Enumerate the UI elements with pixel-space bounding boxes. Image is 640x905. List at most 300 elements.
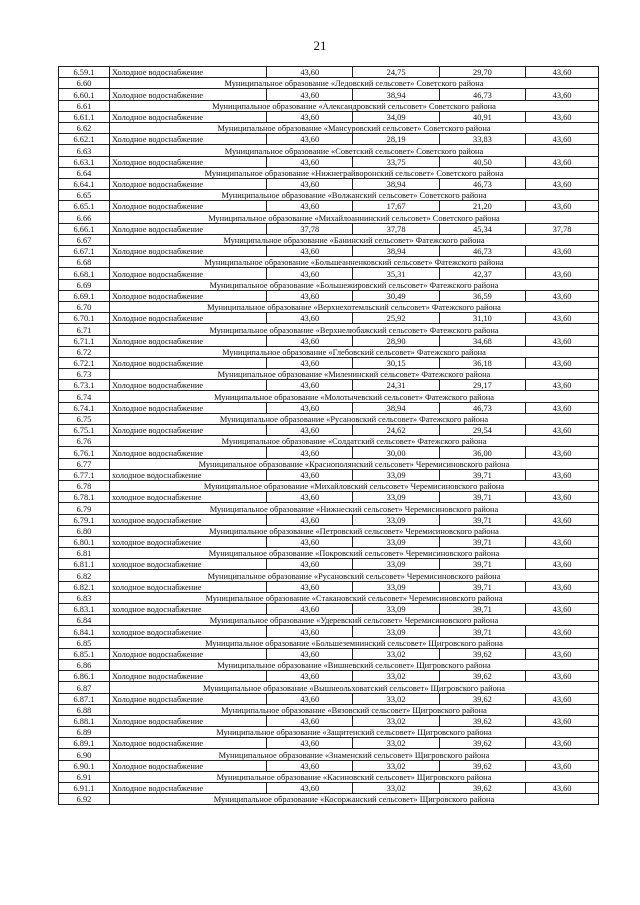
municipality-row (59, 257, 599, 268)
value-cell-3: 46,73 (439, 89, 525, 100)
value-cell-1: 43,60 (267, 447, 353, 458)
service-name: Холодное водоснабжение (109, 760, 266, 771)
municipality-name: Муниципальное образование «Банинский сельсовет» Фатежского района (109, 234, 598, 245)
table-row (59, 559, 599, 570)
value-cell-2: 33,02 (353, 783, 439, 794)
value-cell-3: 34,68 (439, 335, 525, 346)
row-code: 6.83.1 (59, 604, 110, 615)
row-code: 6.62.1 (59, 134, 110, 145)
value-cell-2: 30,49 (353, 290, 439, 301)
table-row (59, 201, 599, 212)
value-cell-2: 33,02 (353, 760, 439, 771)
row-code: 6.69 (59, 279, 110, 290)
value-cell-2: 28,90 (353, 335, 439, 346)
service-name: Холодное водоснабжение (109, 268, 266, 279)
row-code: 6.86.1 (59, 671, 110, 682)
value-cell-2: 38,94 (353, 89, 439, 100)
value-cell-2: 33,09 (353, 469, 439, 480)
service-name: холодное водоснабжение (109, 469, 266, 480)
table-row (59, 626, 599, 637)
municipality-name: Муниципальное образование «Вишневский сельсовет» Щигровского района (109, 659, 598, 670)
value-cell-3: 39,62 (439, 783, 525, 794)
value-cell-1: 43,60 (267, 604, 353, 615)
value-cell-1: 43,60 (267, 536, 353, 547)
row-code: 6.83 (59, 592, 110, 603)
service-name: Холодное водоснабжение (109, 156, 266, 167)
value-cell-4: 43,60 (526, 581, 599, 592)
row-code: 6.64.1 (59, 178, 110, 189)
row-code: 6.68.1 (59, 268, 110, 279)
row-code: 6.60 (59, 78, 110, 89)
municipality-name: Муниципальное образование «Косоржанский сельсовет» Щигровского района (109, 794, 598, 805)
service-name: Холодное водоснабжение (109, 380, 266, 391)
service-name: Холодное водоснабжение (109, 402, 266, 413)
service-name: холодное водоснабжение (109, 581, 266, 592)
service-name: Холодное водоснабжение (109, 89, 266, 100)
value-cell-2: 24,62 (353, 425, 439, 436)
row-code: 6.73 (59, 369, 110, 380)
value-cell-1: 43,60 (267, 402, 353, 413)
table-row (59, 134, 599, 145)
value-cell-1: 43,60 (267, 246, 353, 257)
value-cell-1: 43,60 (267, 715, 353, 726)
municipality-name: Муниципальное образование «Покровский сельсовет» Черемисиновского района (109, 548, 598, 559)
municipality-row (59, 615, 599, 626)
table-row (59, 693, 599, 704)
value-cell-1: 43,60 (267, 693, 353, 704)
service-name: Холодное водоснабжение (109, 111, 266, 122)
municipality-name: Муниципальное образование «Знаменский сельсовет» Щигровского района (109, 749, 598, 760)
value-cell-2: 33,09 (353, 604, 439, 615)
value-cell-4: 37,78 (526, 223, 599, 234)
table-row (59, 402, 599, 413)
municipality-name: Муниципальное образование «Вышнеольховатский сельсовет» Щигровского района (109, 682, 598, 693)
value-cell-1: 43,60 (267, 514, 353, 525)
value-cell-3: 29,17 (439, 380, 525, 391)
table-row (59, 67, 599, 78)
table-row (59, 111, 599, 122)
row-code: 6.91.1 (59, 783, 110, 794)
service-name: Холодное водоснабжение (109, 693, 266, 704)
municipality-name: Муниципальное образование «Мансуровский сельсовет» Советского района (109, 122, 598, 133)
value-cell-2: 33,09 (353, 536, 439, 547)
municipality-name: Муниципальное образование «Нижнеский сельсовет» Черемисиновского района (109, 503, 598, 514)
municipality-name: Муниципальное образование «Большежировский сельсовет» Фатежского района (109, 279, 598, 290)
row-code: 6.70 (59, 301, 110, 312)
value-cell-4: 43,60 (526, 760, 599, 771)
municipality-row (59, 480, 599, 491)
value-cell-2: 38,94 (353, 402, 439, 413)
row-code: 6.80.1 (59, 536, 110, 547)
table-row (59, 313, 599, 324)
service-name: Холодное водоснабжение (109, 134, 266, 145)
value-cell-3: 36,00 (439, 447, 525, 458)
value-cell-3: 39,71 (439, 492, 525, 503)
service-name: Холодное водоснабжение (109, 738, 266, 749)
row-code: 6.76 (59, 436, 110, 447)
table-row (59, 738, 599, 749)
value-cell-1: 43,60 (267, 559, 353, 570)
value-cell-1: 43,60 (267, 335, 353, 346)
municipality-row (59, 727, 599, 738)
municipality-name: Муниципальное образование «Нижнеграйворонский сельсовет» Советского района (109, 167, 598, 178)
municipality-name: Муниципальное образование «Молотычевский сельсовет» Фатежского района (109, 391, 598, 402)
service-name: холодное водоснабжение (109, 626, 266, 637)
table-row (59, 536, 599, 547)
value-cell-4: 43,60 (526, 357, 599, 368)
row-code: 6.76.1 (59, 447, 110, 458)
row-code: 6.63 (59, 145, 110, 156)
table-row (59, 223, 599, 234)
value-cell-4: 43,60 (526, 335, 599, 346)
row-code: 6.73.1 (59, 380, 110, 391)
value-cell-2: 33,09 (353, 492, 439, 503)
row-code: 6.80 (59, 525, 110, 536)
municipality-row (59, 234, 599, 245)
municipality-name: Муниципальное образование «Александровский сельсовет» Советского района (109, 100, 598, 111)
value-cell-3: 39,62 (439, 648, 525, 659)
municipality-row (59, 525, 599, 536)
service-name: Холодное водоснабжение (109, 335, 266, 346)
table-row (59, 604, 599, 615)
value-cell-3: 46,73 (439, 402, 525, 413)
value-cell-4: 43,60 (526, 134, 599, 145)
row-code: 6.78 (59, 480, 110, 491)
value-cell-4: 43,60 (526, 425, 599, 436)
municipality-name: Муниципальное образование «Ледовский сельсовет» Советского района (109, 78, 598, 89)
value-cell-3: 39,71 (439, 626, 525, 637)
value-cell-3: 46,73 (439, 178, 525, 189)
value-cell-1: 43,60 (267, 134, 353, 145)
table-row (59, 715, 599, 726)
value-cell-3: 39,71 (439, 469, 525, 480)
value-cell-4: 43,60 (526, 290, 599, 301)
value-cell-1: 43,60 (267, 201, 353, 212)
table-row (59, 246, 599, 257)
service-name: Холодное водоснабжение (109, 648, 266, 659)
service-name: холодное водоснабжение (109, 604, 266, 615)
row-code: 6.67.1 (59, 246, 110, 257)
value-cell-2: 33,02 (353, 671, 439, 682)
table-row (59, 380, 599, 391)
value-cell-2: 34,09 (353, 111, 439, 122)
value-cell-4: 43,60 (526, 402, 599, 413)
value-cell-4: 43,60 (526, 626, 599, 637)
value-cell-1: 43,60 (267, 357, 353, 368)
table-row (59, 357, 599, 368)
municipality-row (59, 637, 599, 648)
municipality-name: Муниципальное образование «Волжанский сельсовет» Советского района (109, 190, 598, 201)
value-cell-4: 43,60 (526, 447, 599, 458)
value-cell-3: 39,62 (439, 671, 525, 682)
value-cell-3: 29,70 (439, 67, 525, 78)
service-name: Холодное водоснабжение (109, 246, 266, 257)
municipality-row (59, 413, 599, 424)
row-code: 6.90.1 (59, 760, 110, 771)
row-code: 6.63.1 (59, 156, 110, 167)
value-cell-3: 40,50 (439, 156, 525, 167)
municipality-name: Муниципальное образование «Большеземнинский сельсовет» Щигровского района (109, 637, 598, 648)
value-cell-2: 30,15 (353, 357, 439, 368)
municipality-row (59, 682, 599, 693)
row-code: 6.85.1 (59, 648, 110, 659)
municipality-name: Муниципальное образование «Михайловский сельсовет» Черемисиновского района (109, 480, 598, 491)
municipality-name: Муниципальное образование «Касиновский сельсовет» Щигровского района (109, 771, 598, 782)
municipality-name: Муниципальное образование «Краснополянский сельсовет» Черемисиновского района (109, 458, 598, 469)
value-cell-2: 35,31 (353, 268, 439, 279)
table-row (59, 648, 599, 659)
municipality-row (59, 436, 599, 447)
value-cell-4: 43,60 (526, 693, 599, 704)
row-code: 6.89 (59, 727, 110, 738)
service-name: Холодное водоснабжение (109, 290, 266, 301)
value-cell-3: 33,83 (439, 134, 525, 145)
value-cell-1: 43,60 (267, 425, 353, 436)
row-code: 6.59.1 (59, 67, 110, 78)
value-cell-1: 43,60 (267, 738, 353, 749)
municipality-row (59, 78, 599, 89)
value-cell-2: 38,94 (353, 178, 439, 189)
value-cell-2: 30,00 (353, 447, 439, 458)
value-cell-2: 33,75 (353, 156, 439, 167)
row-code: 6.60.1 (59, 89, 110, 100)
service-name: холодное водоснабжение (109, 559, 266, 570)
row-code: 6.69.1 (59, 290, 110, 301)
table-row (59, 581, 599, 592)
tariff-table (58, 66, 599, 805)
value-cell-4: 43,60 (526, 492, 599, 503)
table-row (59, 89, 599, 100)
row-code: 6.78.1 (59, 492, 110, 503)
service-name: Холодное водоснабжение (109, 223, 266, 234)
service-name: Холодное водоснабжение (109, 783, 266, 794)
value-cell-4: 43,60 (526, 738, 599, 749)
service-name: холодное водоснабжение (109, 536, 266, 547)
value-cell-3: 40,91 (439, 111, 525, 122)
value-cell-4: 43,60 (526, 604, 599, 615)
row-code: 6.61.1 (59, 111, 110, 122)
value-cell-3: 39,71 (439, 559, 525, 570)
value-cell-1: 43,60 (267, 268, 353, 279)
table-row (59, 290, 599, 301)
value-cell-3: 39,71 (439, 581, 525, 592)
municipality-row (59, 369, 599, 380)
service-name: Холодное водоснабжение (109, 313, 266, 324)
value-cell-3: 39,71 (439, 514, 525, 525)
municipality-row (59, 167, 599, 178)
municipality-name: Муниципальное образование «Защитенский сельсовет» Щигровского района (109, 727, 598, 738)
value-cell-1: 43,60 (267, 290, 353, 301)
value-cell-4: 43,60 (526, 514, 599, 525)
service-name: Холодное водоснабжение (109, 425, 266, 436)
value-cell-3: 21,20 (439, 201, 525, 212)
table-row (59, 514, 599, 525)
value-cell-1: 43,60 (267, 626, 353, 637)
tariff-table-body (59, 67, 599, 805)
municipality-name: Муниципальное образование «Русановский сельсовет» Фатежского района (109, 413, 598, 424)
row-code: 6.77 (59, 458, 110, 469)
row-code: 6.86 (59, 659, 110, 670)
municipality-name: Муниципальное образование «Стакановский сельсовет» Черемисиновского района (109, 592, 598, 603)
row-code: 6.82 (59, 570, 110, 581)
table-row (59, 268, 599, 279)
municipality-row (59, 503, 599, 514)
value-cell-4: 43,60 (526, 111, 599, 122)
municipality-row (59, 324, 599, 335)
value-cell-2: 24,75 (353, 67, 439, 78)
row-code: 6.88 (59, 704, 110, 715)
row-code: 6.81 (59, 548, 110, 559)
value-cell-1: 43,60 (267, 178, 353, 189)
value-cell-4: 43,60 (526, 648, 599, 659)
value-cell-3: 39,62 (439, 738, 525, 749)
value-cell-4: 43,60 (526, 559, 599, 570)
value-cell-2: 17,67 (353, 201, 439, 212)
row-code: 6.68 (59, 257, 110, 268)
row-code: 6.70.1 (59, 313, 110, 324)
row-code: 6.74.1 (59, 402, 110, 413)
value-cell-3: 31,10 (439, 313, 525, 324)
value-cell-1: 43,60 (267, 760, 353, 771)
value-cell-2: 33,09 (353, 626, 439, 637)
municipality-row (59, 391, 599, 402)
municipality-name: Муниципальное образование «Миленинский сельсовет» Фатежского района (109, 369, 598, 380)
municipality-row (59, 794, 599, 805)
municipality-name: Муниципальное образование «Верхнелюбажский сельсовет» Фатежского района (109, 324, 598, 335)
page-number: 21 (313, 38, 327, 53)
municipality-row (59, 279, 599, 290)
row-code: 6.67 (59, 234, 110, 245)
value-cell-3: 39,62 (439, 693, 525, 704)
row-code: 6.81.1 (59, 559, 110, 570)
row-code: 6.90 (59, 749, 110, 760)
municipality-row (59, 749, 599, 760)
municipality-row (59, 659, 599, 670)
value-cell-1: 43,60 (267, 89, 353, 100)
value-cell-1: 43,60 (267, 313, 353, 324)
municipality-row (59, 771, 599, 782)
municipality-name: Муниципальное образование «Вязовский сельсовет» Щигровского района (109, 704, 598, 715)
value-cell-1: 43,60 (267, 671, 353, 682)
value-cell-3: 39,62 (439, 715, 525, 726)
row-code: 6.62 (59, 122, 110, 133)
value-cell-2: 33,09 (353, 581, 439, 592)
value-cell-4: 43,60 (526, 89, 599, 100)
value-cell-4: 43,60 (526, 246, 599, 257)
municipality-row (59, 212, 599, 223)
value-cell-3: 42,37 (439, 268, 525, 279)
row-code: 6.66 (59, 212, 110, 223)
table-row (59, 156, 599, 167)
value-cell-4: 43,60 (526, 671, 599, 682)
value-cell-1: 43,60 (267, 783, 353, 794)
value-cell-2: 25,92 (353, 313, 439, 324)
value-cell-4: 43,60 (526, 201, 599, 212)
value-cell-4: 43,60 (526, 469, 599, 480)
municipality-name: Муниципальное образование «Глебовский сельсовет» Фатежского района (109, 346, 598, 357)
value-cell-3: 39,71 (439, 604, 525, 615)
value-cell-4: 43,60 (526, 67, 599, 78)
municipality-name: Муниципальное образование «Удеревский сельсовет» Черемисиновского района (109, 615, 598, 626)
value-cell-3: 46,73 (439, 246, 525, 257)
municipality-row (59, 122, 599, 133)
value-cell-2: 38,94 (353, 246, 439, 257)
row-code: 6.61 (59, 100, 110, 111)
row-code: 6.77.1 (59, 469, 110, 480)
value-cell-2: 33,02 (353, 738, 439, 749)
table-row (59, 425, 599, 436)
value-cell-1: 43,60 (267, 67, 353, 78)
row-code: 6.87 (59, 682, 110, 693)
row-code: 6.79.1 (59, 514, 110, 525)
row-code: 6.84 (59, 615, 110, 626)
row-code: 6.82.1 (59, 581, 110, 592)
service-name: Холодное водоснабжение (109, 178, 266, 189)
municipality-name: Муниципальное образование «Петровский сельсовет» Черемисиновского района (109, 525, 598, 536)
service-name: Холодное водоснабжение (109, 671, 266, 682)
municipality-row (59, 301, 599, 312)
service-name: Холодное водоснабжение (109, 447, 266, 458)
value-cell-1: 43,60 (267, 648, 353, 659)
municipality-row (59, 100, 599, 111)
value-cell-1: 43,60 (267, 469, 353, 480)
municipality-row (59, 145, 599, 156)
municipality-name: Муниципальное образование «Большеанненковский сельсовет» Фатежского района (109, 257, 598, 268)
value-cell-4: 43,60 (526, 268, 599, 279)
row-code: 6.85 (59, 637, 110, 648)
value-cell-4: 43,60 (526, 715, 599, 726)
value-cell-4: 43,60 (526, 536, 599, 547)
value-cell-1: 43,60 (267, 380, 353, 391)
row-code: 6.87.1 (59, 693, 110, 704)
municipality-row (59, 592, 599, 603)
row-code: 6.66.1 (59, 223, 110, 234)
row-code: 6.64 (59, 167, 110, 178)
municipality-name: Муниципальное образование «Михайлоаннинский сельсовет» Советского района (109, 212, 598, 223)
municipality-row (59, 190, 599, 201)
value-cell-1: 43,60 (267, 111, 353, 122)
row-code: 6.65.1 (59, 201, 110, 212)
row-code: 6.91 (59, 771, 110, 782)
value-cell-2: 37,78 (353, 223, 439, 234)
row-code: 6.75.1 (59, 425, 110, 436)
value-cell-1: 43,60 (267, 156, 353, 167)
value-cell-1: 37,78 (267, 223, 353, 234)
table-row (59, 783, 599, 794)
value-cell-1: 43,60 (267, 492, 353, 503)
service-name: Холодное водоснабжение (109, 715, 266, 726)
service-name: холодное водоснабжение (109, 514, 266, 525)
table-row (59, 760, 599, 771)
value-cell-2: 28,19 (353, 134, 439, 145)
row-code: 6.88.1 (59, 715, 110, 726)
value-cell-3: 39,62 (439, 760, 525, 771)
value-cell-4: 43,60 (526, 178, 599, 189)
service-name: Холодное водоснабжение (109, 357, 266, 368)
service-name: Холодное водоснабжение (109, 201, 266, 212)
municipality-row (59, 570, 599, 581)
municipality-row (59, 704, 599, 715)
value-cell-2: 33,09 (353, 514, 439, 525)
row-code: 6.71 (59, 324, 110, 335)
table-row (59, 335, 599, 346)
municipality-name: Муниципальное образование «Солдатский сельсовет» Фатежского района (109, 436, 598, 447)
service-name: холодное водоснабжение (109, 492, 266, 503)
row-code: 6.74 (59, 391, 110, 402)
row-code: 6.84.1 (59, 626, 110, 637)
value-cell-2: 33,02 (353, 715, 439, 726)
municipality-row (59, 346, 599, 357)
